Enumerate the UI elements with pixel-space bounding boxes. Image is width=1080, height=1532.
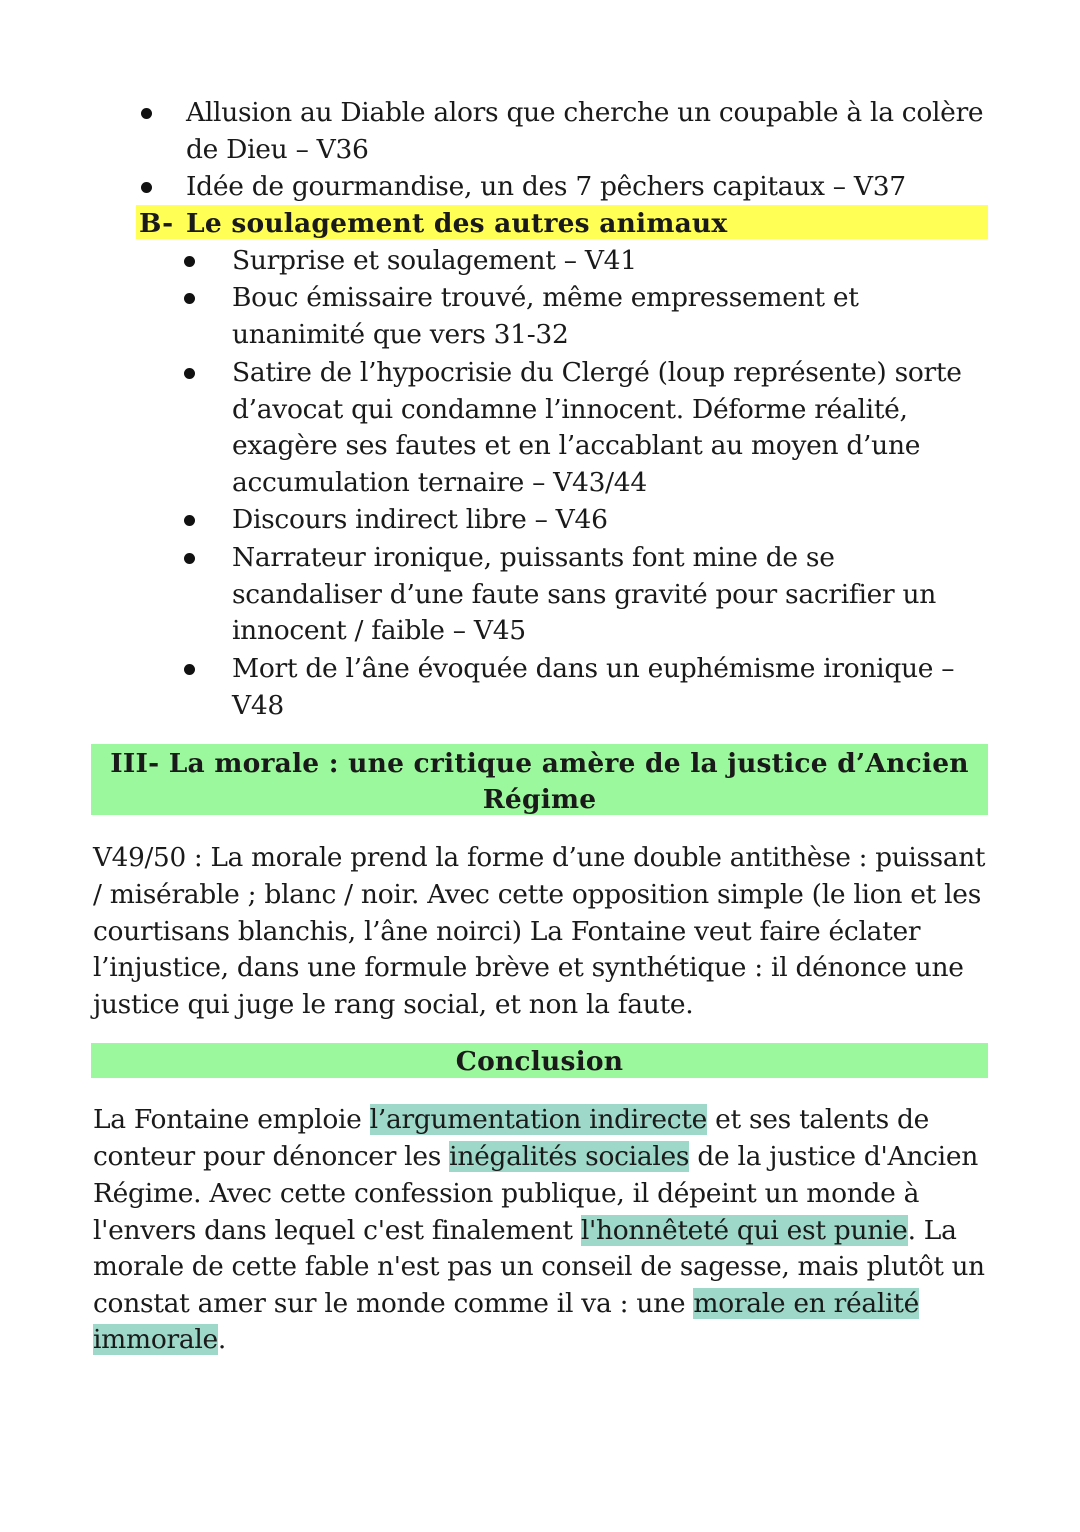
bullet-icon (184, 553, 195, 564)
section-iii-title: III- La morale : une critique amère de la justice d’Ancien (110, 748, 969, 779)
bullet-text: exagère ses fautes et en l’accablant au moyen d’une (232, 430, 921, 461)
paragraph-line: morale de cette fable n'est pas un conseil de sagesse, mais plutôt un (93, 1251, 985, 1282)
bullet-text: unanimité que vers 31-32 (232, 319, 569, 350)
highlighted-phrase: immorale (93, 1324, 218, 1355)
bullet-text: scandaliser d’une faute sans gravité pour sacrifier un (232, 579, 937, 610)
section-b-marker: B- (139, 208, 174, 239)
paragraph-line: l'envers dans lequel c'est finalement l'honnêteté qui est punie. La (93, 1215, 957, 1246)
bullet-text: Discours indirect libre – V46 (232, 504, 608, 535)
paragraph-line: justice qui juge le rang social, et non la faute. (93, 989, 694, 1020)
bullet-icon (184, 368, 195, 379)
section-b-title: Le soulagement des autres animaux (186, 208, 728, 239)
paragraph-line: conteur pour dénoncer les inégalités sociales de la justice d'Ancien (93, 1141, 978, 1172)
bullet-icon (184, 293, 195, 304)
paragraph-line: l’injustice, dans une formule brève et synthétique : il dénonce une (93, 952, 964, 983)
bullet-text: Mort de l’âne évoquée dans un euphémisme ironique – (232, 653, 955, 684)
highlighted-phrase: l'honnêteté qui est punie (580, 1215, 908, 1246)
highlighted-phrase: l’argumentation indirecte (369, 1104, 707, 1135)
paragraph-line: V49/50 : La morale prend la forme d’une double antithèse : puissant (93, 842, 986, 873)
bullet-icon (141, 182, 152, 193)
section-iii-title: Régime (482, 784, 597, 815)
bullet-icon (141, 108, 152, 119)
highlighted-phrase: inégalités sociales (449, 1141, 690, 1172)
bullet-icon (184, 515, 195, 526)
paragraph-line: immorale. (93, 1324, 227, 1355)
conclusion-title: Conclusion (455, 1046, 624, 1077)
bullet-text: Idée de gourmandise, un des 7 pêchers capitaux – V37 (186, 171, 906, 202)
paragraph-line: La Fontaine emploie l’argumentation indirecte et ses talents de (93, 1104, 930, 1135)
bullet-icon (184, 256, 195, 267)
bullet-icon (184, 664, 195, 675)
paragraph-line: courtisans blanchis, l’âne noirci) La Fontaine veut faire éclater (93, 916, 921, 947)
bullet-text: Allusion au Diable alors que cherche un coupable à la colère (186, 97, 984, 128)
highlighted-phrase: morale en réalité (693, 1288, 920, 1319)
bullet-text: Bouc émissaire trouvé, même empressement et (232, 282, 859, 313)
bullet-text: d’avocat qui condamne l’innocent. Déforme réalité, (232, 394, 908, 425)
bullet-text: V48 (232, 690, 284, 721)
bullet-text: innocent / faible – V45 (232, 615, 526, 646)
bullet-text: Narrateur ironique, puissants font mine de se (232, 542, 835, 573)
paragraph-line: / misérable ; blanc / noir. Avec cette opposition simple (le lion et les (93, 879, 981, 910)
bullet-text: de Dieu – V36 (186, 134, 369, 165)
bullet-text: accumulation ternaire – V43/44 (232, 467, 647, 498)
bullet-text: Satire de l’hypocrisie du Clergé (loup représente) sorte (232, 357, 962, 388)
paragraph-line: constat amer sur le monde comme il va : une morale en réalité (93, 1288, 920, 1319)
bullet-text: Surprise et soulagement – V41 (232, 245, 637, 276)
paragraph-line: Régime. Avec cette confession publique, il dépeint un monde à (93, 1178, 920, 1209)
